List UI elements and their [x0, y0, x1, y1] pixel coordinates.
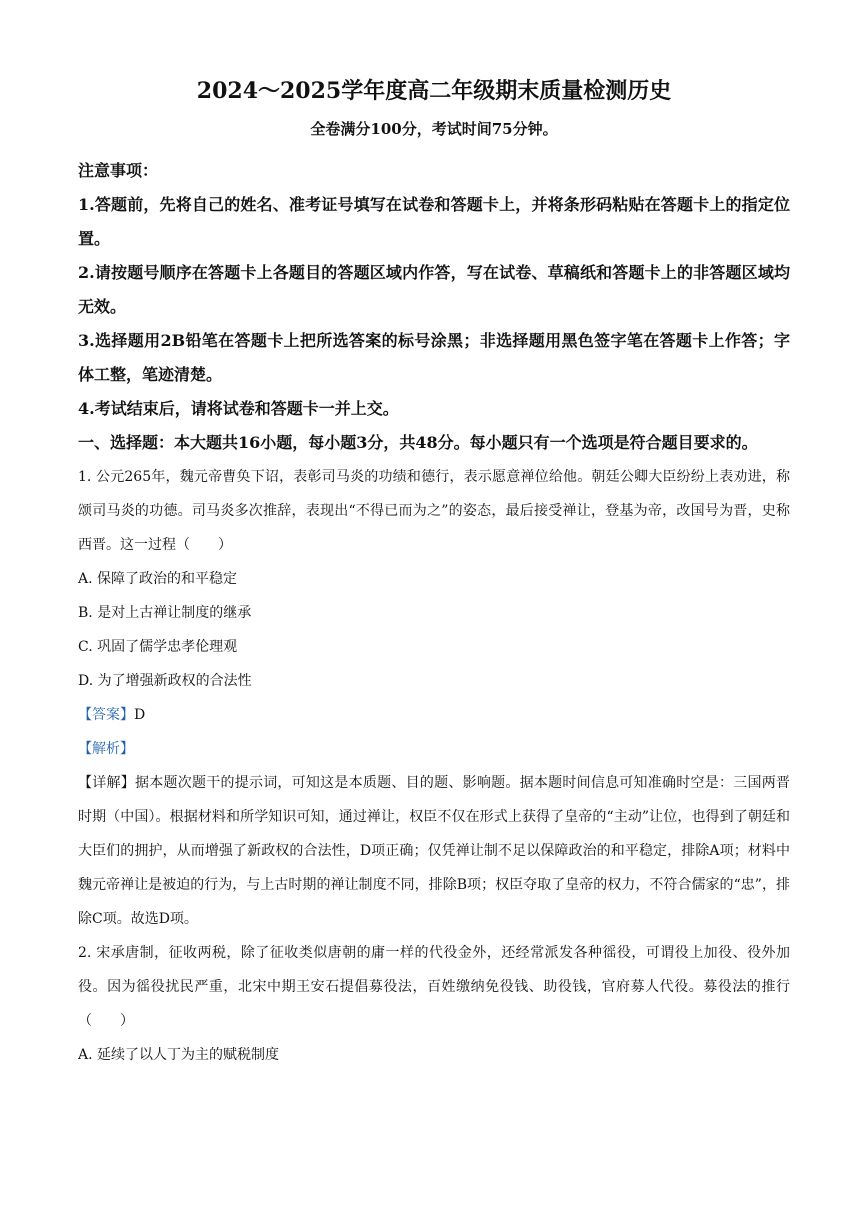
- note-item-3: 3.选择题用2B铅笔在答题卡上把所选答案的标号涂黑；非选择题用黑色签字笔在答题卡上作答；字体工整，笔迹清楚。: [78, 331, 790, 384]
- question-1-stem: 1. 公元265年，魏元帝曹奂下诏，表彰司马炎的功绩和德行，表示愿意禅位给他。朝廷公卿大臣纷纷上表劝进，称颂司马炎的功德。司马炎多次推辞，表现出“不得已而为之”的姿态，最后接受禅让，登基为帝，改国号为晋，史称西晋。这一过程（ ）: [78, 469, 790, 553]
- question-1-option-a: A. 保障了政治的和平稳定: [78, 571, 238, 587]
- question-1-option-c: C. 巩固了儒学忠孝伦理观: [78, 639, 238, 655]
- question-1-analysis: [78, 732, 790, 766]
- notes-heading: 注意事项：: [78, 161, 159, 180]
- exam-subtitle: 全卷满分100分，考试时间75分钟。: [310, 120, 558, 138]
- answer-value: D: [134, 707, 146, 723]
- exam-title: 2024～2025学年度高二年级期末质量检测历史: [196, 78, 672, 104]
- question-1-option-d: D. 为了增强新政权的合法性: [78, 673, 252, 689]
- question-1-answer: [78, 698, 790, 732]
- note-item-2: 2.请按题号顺序在答题卡上各题目的答题区域内作答，写在试卷、草稿纸和答题卡上的非答题区域均无效。: [78, 263, 790, 316]
- detail-text: 据本题次题干的提示词，可知这是本质题、目的题、影响题。据本题时间信息可知准确时空是：三国两晋时期（中国）。根据材料和所学知识可知，通过禅让，权臣不仅在形式上获得了皇帝的“主动”让位，也得到了朝廷和大臣们的拥护，从而增强了新政权的合法性，D项正确；仅凭禅让制不足以保障政治的和平稳定，排除A项；材料中魏元帝禅让是被迫的行为，与上古时期的禅让制度不同，排除B项；权臣夺取了皇帝的权力，不符合儒家的“忠”，排除C项。故选D项。: [78, 775, 791, 927]
- note-item-4: 4.考试结束后，请将试卷和答题卡一并上交。: [78, 399, 399, 418]
- question-1-option-b: B. 是对上古禅让制度的继承: [78, 605, 252, 621]
- analysis-tag: 【解析】: [78, 741, 134, 757]
- section-heading: 一、选择题：本大题共16小题，每小题3分，共48分。每小题只有一个选项是符合题目要求的。: [78, 433, 758, 452]
- question-2-option-a: A. 延续了以人丁为主的赋税制度: [78, 1047, 280, 1063]
- question-1-detail: [78, 766, 790, 936]
- detail-tag: 【详解】: [78, 775, 135, 791]
- note-item-1: 1.答题前，先将自己的姓名、准考证号填写在试卷和答题卡上，并将条形码粘贴在答题卡上的指定位置。: [78, 195, 790, 248]
- answer-tag: 【答案】: [78, 707, 134, 723]
- question-2-stem: 2. 宋承唐制，征收两税，除了征收类似唐朝的庸一样的代役金外，还经常派发各种徭役，可谓役上加役、役外加役。因为徭役扰民严重，北宋中期王安石提倡募役法，百姓缴纳免役钱、助役钱，官府募人代役。募役法的推行（ ）: [78, 945, 790, 1029]
